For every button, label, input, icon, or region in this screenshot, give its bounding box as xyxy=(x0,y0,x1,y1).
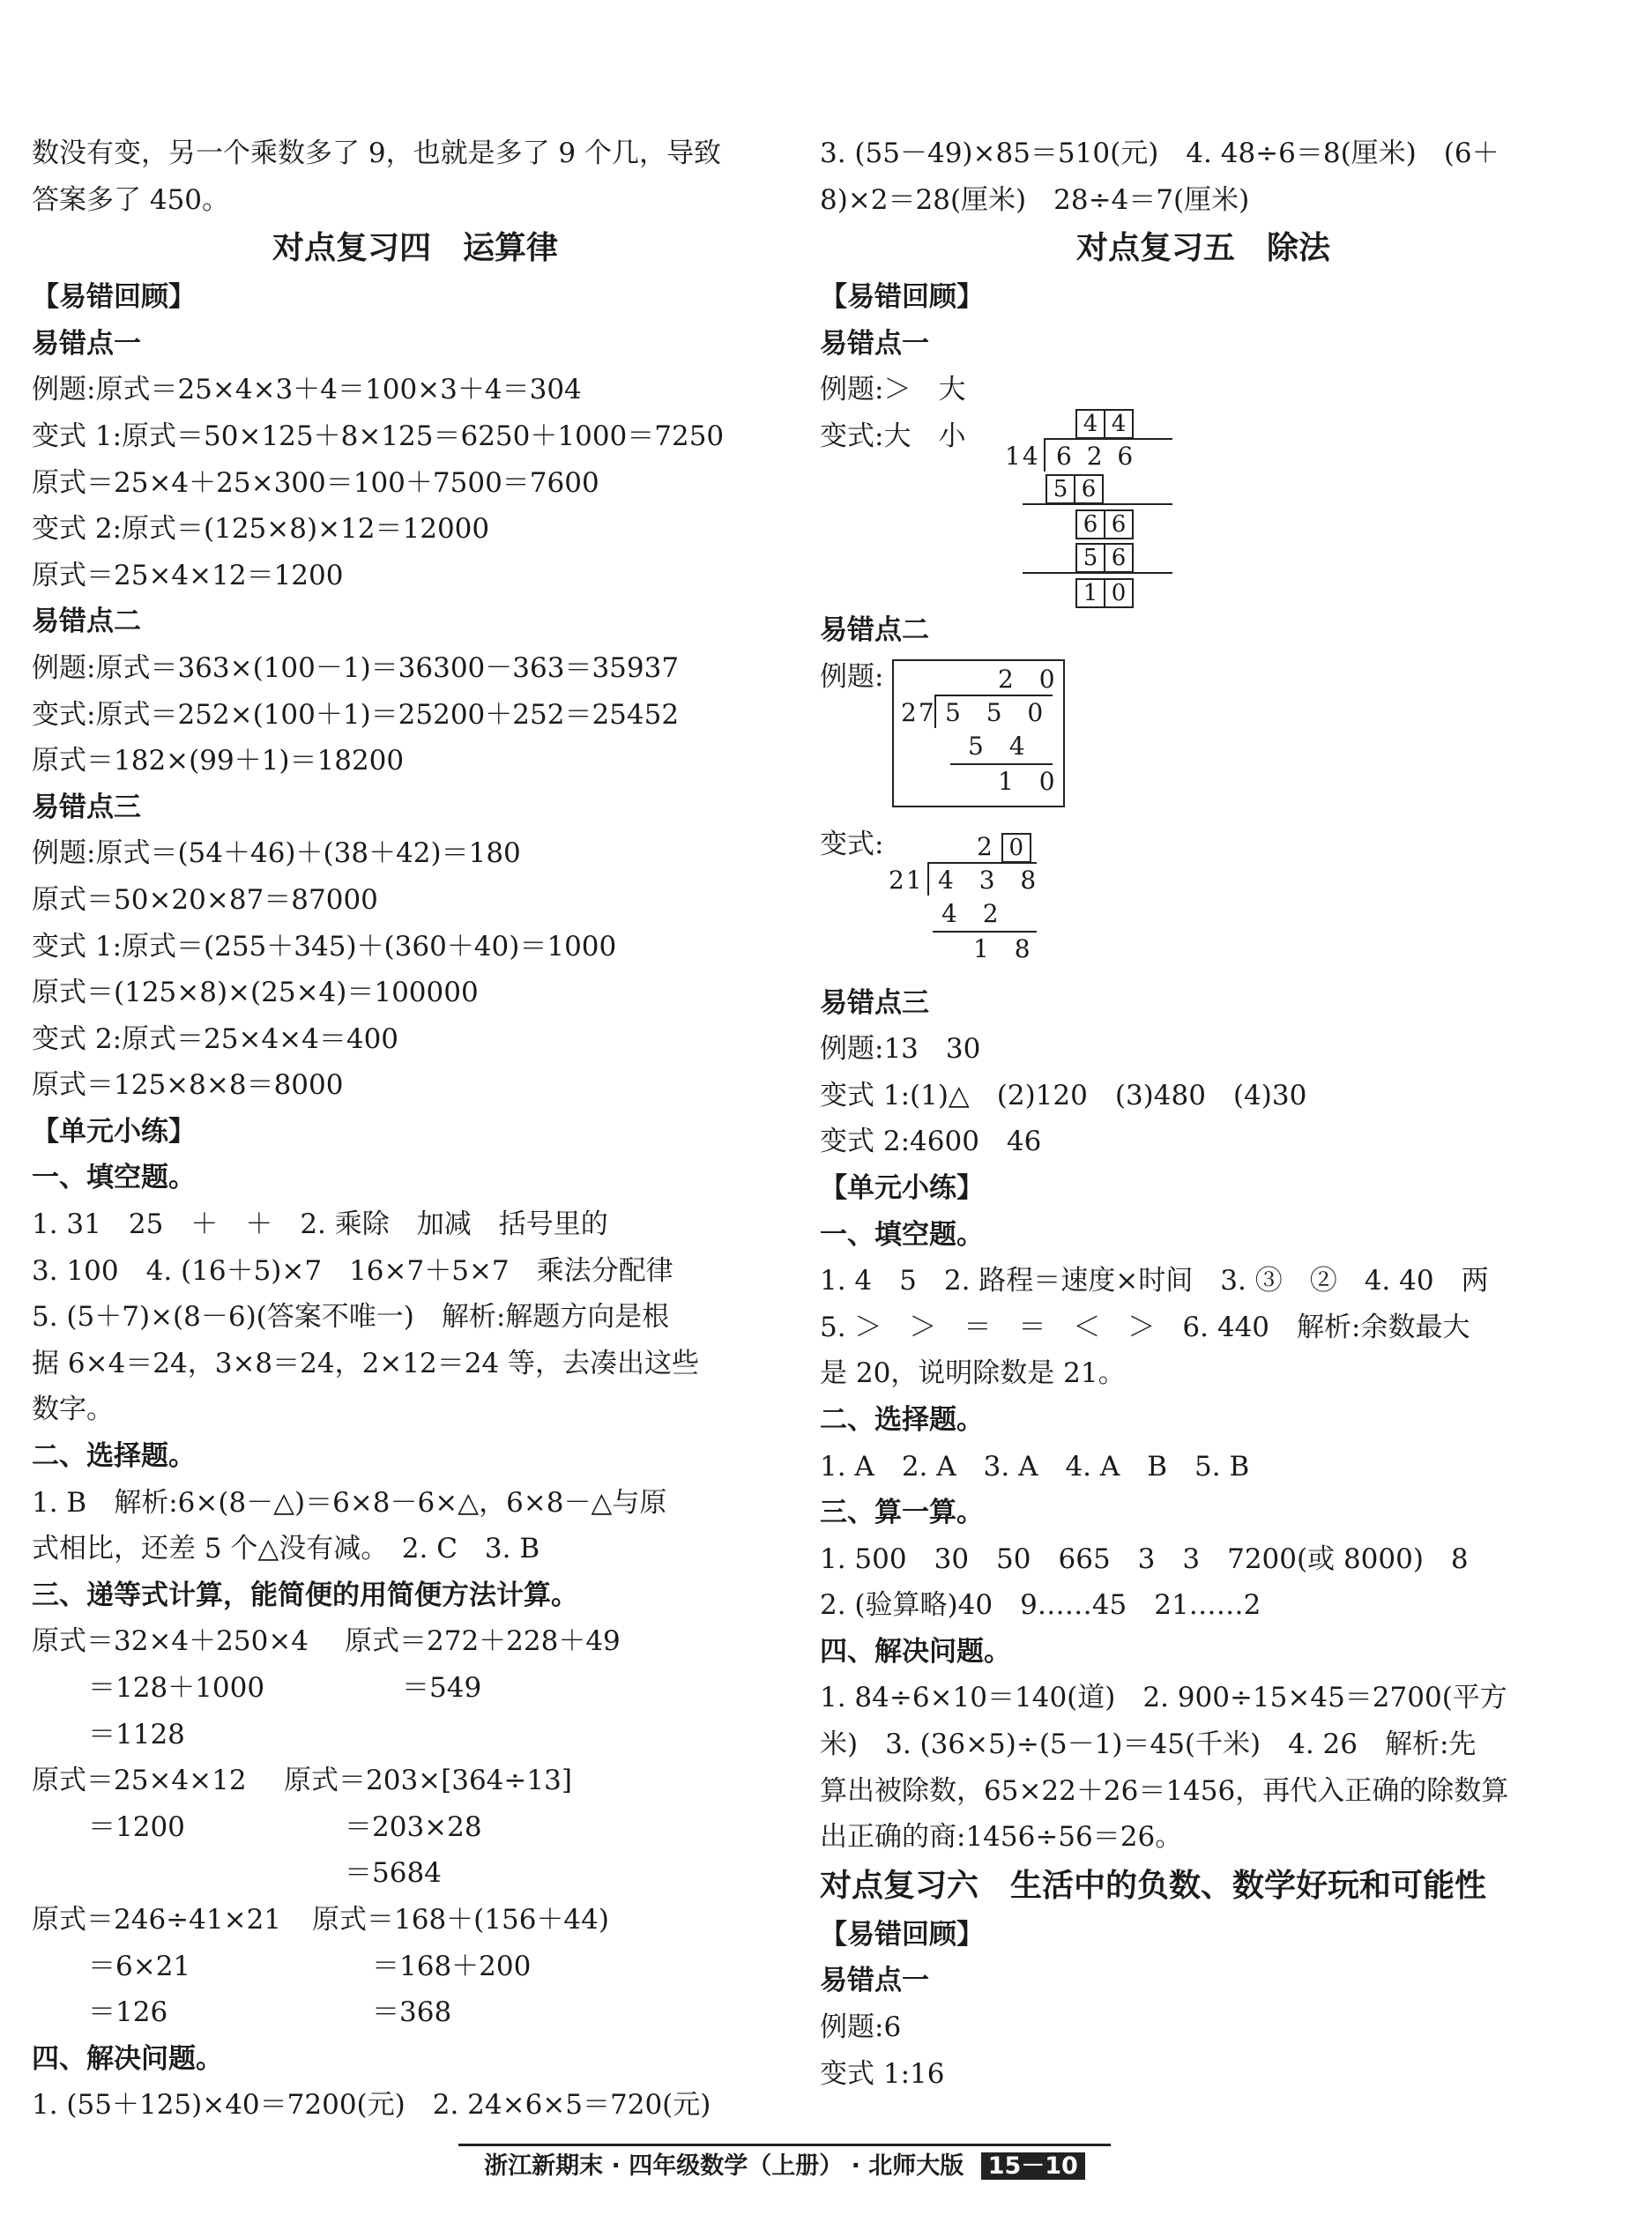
text-line: 例题: xyxy=(820,660,884,693)
question-heading: 二、选择题。 xyxy=(820,1403,984,1436)
text-line: 是 20，说明除数是 21。 xyxy=(820,1357,1126,1390)
quotient xyxy=(1075,406,1132,440)
subtraction-line xyxy=(1023,572,1172,574)
point-heading: 易错点三 xyxy=(32,791,141,823)
division-block-1 xyxy=(820,410,1587,607)
text-line: 例题:＞ 大 xyxy=(820,374,966,406)
right-column xyxy=(820,130,1587,2097)
text-line: 1. 31 25 ＋ ＋ 2. 乘除 加减 括号里的 xyxy=(32,1208,608,1241)
calc-grid xyxy=(32,1618,799,2035)
digit-box: 1 xyxy=(1075,578,1105,608)
point-heading: 易错点一 xyxy=(820,1965,929,1997)
text-line: 变式 1:原式＝(255＋345)＋(360＋40)＝1000 xyxy=(32,930,617,963)
text-line: 变式: xyxy=(820,828,884,860)
step-product xyxy=(1075,540,1132,574)
question-heading: 四、解决问题。 xyxy=(32,2042,223,2075)
text-line: 8)×2＝28(厘米) 28÷4＝7(厘米) xyxy=(820,183,1250,216)
review-heading: 【易错回顾】 xyxy=(820,281,984,314)
text-line: 例题:原式＝363×(100－1)＝36300－363＝35937 xyxy=(32,651,680,684)
question-heading: 一、填空题。 xyxy=(32,1162,196,1194)
left-column xyxy=(32,130,799,2129)
text-line: 1. 4 5 2. 路程＝速度×时间 3. ③ ② 4. 40 两 xyxy=(820,1265,1489,1297)
digit-box: 4 xyxy=(1104,409,1134,439)
text-line: 原式＝25×4＋25×300＝100＋7500＝7600 xyxy=(32,466,599,499)
calc-left: ＝1200 xyxy=(88,1810,185,1843)
text-line: 2. (验算略)40 9……45 21……2 xyxy=(820,1589,1261,1622)
final-remainder: 1 8 xyxy=(973,933,1039,963)
page-footer xyxy=(458,2144,1111,2187)
text-line: 1. (55＋125)×40＝7200(元) 2. 24×6×5＝720(元) xyxy=(32,2089,711,2122)
final-remainder: 1 0 xyxy=(998,766,1064,796)
division-bracket xyxy=(1044,438,1046,472)
long-division-1 xyxy=(1005,405,1217,607)
step-remainder xyxy=(1075,507,1132,540)
calc-left: ＝6×21 xyxy=(88,1950,191,1982)
text-line: 数没有变，另一个乘数多了 9，也就是多了 9 个几，导致 xyxy=(32,138,722,169)
text-line: 例题:13 30 xyxy=(820,1033,981,1066)
digit-box: 0 xyxy=(1104,578,1134,608)
calc-right: ＝368 xyxy=(372,1996,452,2029)
digit-box: 6 xyxy=(1074,474,1104,504)
division-bracket xyxy=(927,862,929,896)
calc-row xyxy=(32,1897,799,1944)
dividend: 6 2 6 xyxy=(1056,441,1137,471)
digit-box: 6 xyxy=(1104,543,1134,573)
text-line: 原式＝(125×8)×(25×4)＝100000 xyxy=(32,977,479,1009)
long-division-3 xyxy=(889,830,1047,971)
digit-box: 0 xyxy=(1001,833,1031,863)
dividend: 5 5 0 xyxy=(945,697,1053,727)
subtraction-line xyxy=(1023,503,1172,505)
calc-row xyxy=(32,1618,799,1665)
calc-row xyxy=(32,1758,799,1804)
calc-row xyxy=(32,1712,799,1758)
text-line: 变式:原式＝252×(100＋1)＝25200＋252＝25452 xyxy=(32,698,680,731)
text-line: 式相比，还差 5 个△没有减。 2. C 3. B xyxy=(32,1533,540,1565)
question-heading: 三、递等式计算，能简便的用简便方法计算。 xyxy=(32,1579,578,1611)
quotient xyxy=(977,830,1030,864)
calc-right: ＝168＋200 xyxy=(372,1950,532,1982)
calc-left: 原式＝25×4×12 xyxy=(32,1765,247,1797)
long-division-2 xyxy=(901,663,1064,804)
calc-row xyxy=(32,1850,799,1897)
text-line: 答案多了 450。 xyxy=(32,183,230,216)
quotient-digit: 2 xyxy=(977,831,1001,861)
question-heading: 二、选择题。 xyxy=(32,1440,196,1473)
review-heading: 【易错回顾】 xyxy=(32,281,196,314)
calc-right: 原式＝272＋228＋49 xyxy=(345,1625,621,1658)
text-line: 1. A 2. A 3. A 4. A B 5. B xyxy=(820,1450,1250,1483)
calc-left: ＝126 xyxy=(88,1996,168,2029)
text-line: 例题:6 xyxy=(820,2011,902,2044)
text-line: 1. 84÷6×10＝140(道) 2. 900÷15×45＝2700(平方 xyxy=(820,1682,1507,1714)
text-line: 米) 3. (36×5)÷(5－1)＝45(千米) 4. 26 解析:先 xyxy=(820,1728,1477,1761)
text-line: 5. (5＋7)×(8－6)(答案不唯一) 解析:解题方向是根 xyxy=(32,1301,670,1334)
text-line: 1. B 解析:6×(8－△)＝6×8－6×△，6×8－△与原 xyxy=(32,1486,667,1519)
calc-row xyxy=(32,1989,799,2036)
text-line: 变式 2:4600 46 xyxy=(820,1126,1042,1158)
step-product: 5 4 xyxy=(968,731,1034,761)
text-line: 据 6×4＝24，3×8＝24，2×12＝24 等，去凑出这些 xyxy=(32,1347,700,1379)
division-block-3 xyxy=(820,821,1587,980)
calc-left: 原式＝246÷41×21 xyxy=(32,1903,282,1936)
question-heading: 三、算一算。 xyxy=(820,1497,984,1529)
unit-heading: 【单元小练】 xyxy=(32,1115,196,1148)
divisor: 14 xyxy=(1005,441,1040,471)
calc-right: 原式＝203×[364÷13] xyxy=(284,1765,572,1797)
text-line: 算出被除数，65×22＋26＝1456，再代入正确的除数算 xyxy=(820,1774,1509,1807)
digit-box: 6 xyxy=(1104,509,1134,539)
review-heading: 【易错回顾】 xyxy=(820,1918,984,1951)
point-heading: 易错点二 xyxy=(820,613,929,646)
text-line: 1. 500 30 50 665 3 3 7200(或 8000) 8 xyxy=(820,1542,1469,1575)
final-remainder xyxy=(1075,576,1132,609)
section-title: 对点复习四 运算律 xyxy=(272,230,558,267)
question-heading: 四、解决问题。 xyxy=(820,1635,1011,1668)
text-line: 5. ＞ ＞ ＝ ＝ ＜ ＞ 6. 440 解析:余数最大 xyxy=(820,1311,1470,1343)
text-line: 原式＝25×4×12＝1200 xyxy=(32,559,344,591)
text-line: 出正确的商:1456÷56＝26。 xyxy=(820,1821,1183,1854)
text-line: 3. 100 4. (16＋5)×7 16×7＋5×7 乘法分配律 xyxy=(32,1254,673,1287)
step-product xyxy=(1046,472,1102,505)
text-line: 变式 1:(1)△ (2)120 (3)480 (4)30 xyxy=(820,1079,1307,1111)
point-heading: 易错点一 xyxy=(32,327,141,360)
text-line: 原式＝125×8×8＝8000 xyxy=(32,1069,344,1102)
calc-row xyxy=(32,1804,799,1851)
calc-left: 原式＝32×4＋250×4 xyxy=(32,1625,309,1658)
text-line: 变式:大 小 xyxy=(820,420,966,452)
quotient: 2 0 xyxy=(998,664,1064,694)
section-title: 对点复习五 除法 xyxy=(1075,230,1330,267)
calc-right: ＝203×28 xyxy=(345,1810,482,1843)
divisor: 27 xyxy=(901,697,936,727)
text-line: 原式＝50×20×87＝87000 xyxy=(32,883,378,916)
text-line: 例题:原式＝(54＋46)＋(38＋42)＝180 xyxy=(32,837,521,870)
digit-box: 5 xyxy=(1046,474,1075,504)
section-title: 对点复习六 生活中的负数、数学好玩和可能性 xyxy=(820,1867,1487,1904)
text-line: 例题:原式＝25×4×3＋4＝100×3＋4＝304 xyxy=(32,374,582,406)
calc-row xyxy=(32,1665,799,1712)
calc-left: ＝128＋1000 xyxy=(88,1672,265,1704)
page-number: 15－10 xyxy=(981,2152,1085,2180)
unit-heading: 【单元小练】 xyxy=(820,1171,984,1204)
text-line: 变式 2:原式＝25×4×4＝400 xyxy=(32,1022,399,1055)
calc-right: 原式＝168＋(156＋44) xyxy=(312,1903,609,1936)
text-line: 变式 1:原式＝50×125＋8×125＝6250＋1000＝7250 xyxy=(32,420,725,452)
text-line: 变式 1:16 xyxy=(820,2057,945,2090)
calc-left: ＝1128 xyxy=(88,1718,185,1750)
division-block-2 xyxy=(820,654,1587,821)
text-line: 变式 2:原式＝(125×8)×12＝12000 xyxy=(32,513,490,546)
calc-row xyxy=(32,1944,799,1990)
question-heading: 一、填空题。 xyxy=(820,1218,984,1251)
calc-right: ＝5684 xyxy=(345,1857,442,1890)
digit-box: 6 xyxy=(1075,509,1105,539)
step-product: 4 2 xyxy=(941,898,1008,928)
calc-right: ＝549 xyxy=(402,1672,482,1704)
point-heading: 易错点一 xyxy=(820,327,929,360)
divisor: 21 xyxy=(889,865,924,895)
dividend: 4 3 8 xyxy=(938,865,1046,895)
point-heading: 易错点二 xyxy=(32,606,141,638)
digit-box: 4 xyxy=(1075,409,1105,439)
text-line: 数字。 xyxy=(32,1394,114,1426)
point-heading: 易错点三 xyxy=(820,986,929,1019)
text-line: 3. (55－49)×85＝510(元) 4. 48÷6＝8(厘米) (6＋ xyxy=(820,138,1499,169)
text-line: 原式＝182×(99＋1)＝18200 xyxy=(32,745,405,777)
digit-box: 5 xyxy=(1075,543,1105,573)
footer-title: 浙江新期末 · 四年级数学（上册） · 北师大版 xyxy=(484,2152,964,2180)
